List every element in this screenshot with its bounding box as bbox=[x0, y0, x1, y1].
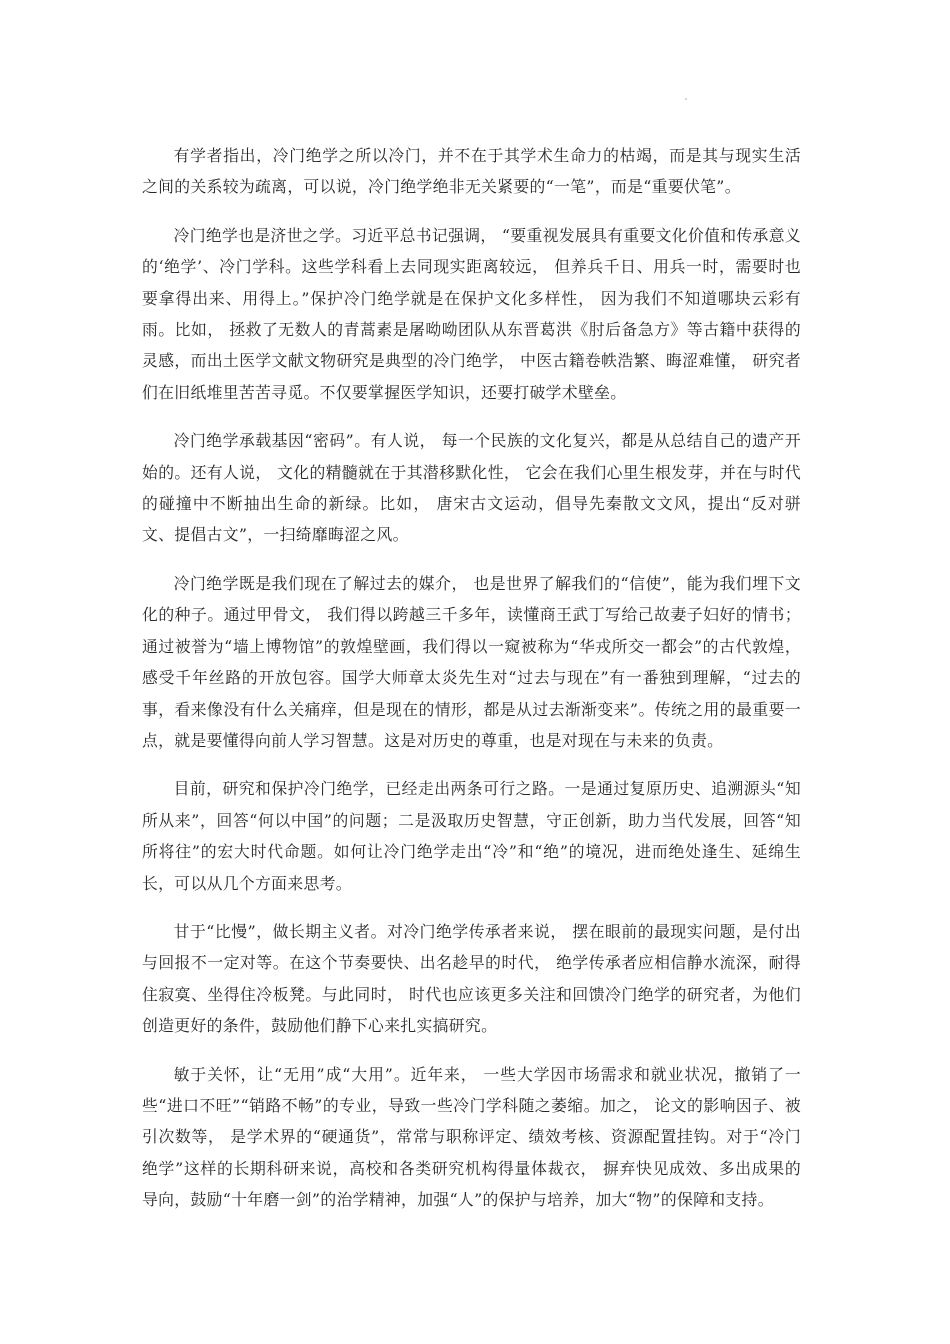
article-body bbox=[142, 140, 801, 1233]
paragraph-3: 冷门绝学承载基因“密码”。有人说， 每一个民族的文化复兴，都是从总结自己的遗产开始的。还有人说， 文化的精髓就在于其潜移默化性， 它会在我们心里生根发芽，并在与时代的碰撞中不断抽出生命的新绿。比如， 唐宋古文运动，倡导先秦散文文风，提出“反对骈文、提倡古文”，一扫绮靡晦涩之风。 bbox=[142, 431, 801, 545]
paragraph-6: 甘于“比慢”，做长期主义者。对冷门绝学传承者来说， 摆在眼前的最现实问题，是付出与回报不一定对等。在这个节奏要快、出名趁早的时代， 绝学传承者应相信静水流深，耐得住寂寞、坐得住冷板凳。与此同时， 时代也应该更多关注和回馈冷门绝学的研究者，为他们创造更好的条件，鼓励他们静下心来扎实搞研究。 bbox=[142, 921, 801, 1036]
scan-speck bbox=[685, 98, 687, 100]
paragraph-5: 目前，研究和保护冷门绝学，已经走出两条可行之路。一是通过复原历史、追溯源头“知所从来”，回答“何以中国”的问题；二是汲取历史智慧，守正创新，助力当代发展，回答“知所将往”的宏大时代命题。如何让冷门绝学走出“冷”和“绝”的境况，进而绝处逢生、延绵生长，可以从几个方面来思考。 bbox=[142, 779, 801, 893]
paragraph-1: 有学者指出，冷门绝学之所以冷门，并不在于其学术生命力的枯竭，而是其与现实生活之间的关系较为疏离，可以说，冷门绝学绝非无关紧要的“一笔”，而是“重要伏笔”。 bbox=[142, 146, 801, 197]
paragraph-4: 冷门绝学既是我们现在了解过去的媒介， 也是世界了解我们的“信使”，能为我们埋下文化的种子。通过甲骨文， 我们得以跨越三千多年，读懂商王武丁写给己故妻子妇好的情书；通过被誉为“墙上博物馆”的敦煌壁画，我们得以一窥被称为“华戎所交一都会”的古代敦煌，感受千年丝路的开放包容。国学大师章太炎先生对“过去与现在”有一番独到理解，“过去的事，看来像没有什么关痛痒，但是现在的情形，都是从过去渐渐变来”。传统之用的最重要一点，就是要懂得向前人学习智慧。这是对历史的尊重，也是对现在与未来的负责。 bbox=[142, 573, 801, 750]
paragraph-7: 敏于关怀，让“无用”成“大用”。近年来， 一些大学因市场需求和就业状况，撤销了一些“进口不旺”“销路不畅”的专业，导致一些冷门学科随之萎缩。加之， 论文的影响因子、被引次数等， 是学术界的“硬通货”，常常与职称评定、绩效考核、资源配置挂钩。对于“冷门绝学”这样的长期科研来说，高校和各类研究机构得量体裁衣， 摒弃快见成效、多出成果的导向，鼓励“十年磨一剑”的治学精神，加强“人”的保护与培养，加大“物”的保障和支持。 bbox=[142, 1064, 801, 1210]
paragraph-2: 冷门绝学也是济世之学。习近平总书记强调， “要重视发展具有重要文化价值和传承意义的‘绝学’、冷门学科。这些学科看上去同现实距离较远， 但养兵千日、用兵一时，需要时也要拿得出来、用得上。”保护冷门绝学就是在保护文化多样性， 因为我们不知道哪块云彩有雨。比如， 拯救了无数人的青蒿素是屠呦呦团队从东晋葛洪《肘后备急方》等古籍中获得的灵感，而出土医学文献文物研究是典型的冷门绝学， 中医古籍卷帙浩繁、晦涩难懂， 研究者们在旧纸堆里苦苦寻觅。不仅要掌握医学知识，还要打破学术壁垒。 bbox=[142, 225, 801, 402]
